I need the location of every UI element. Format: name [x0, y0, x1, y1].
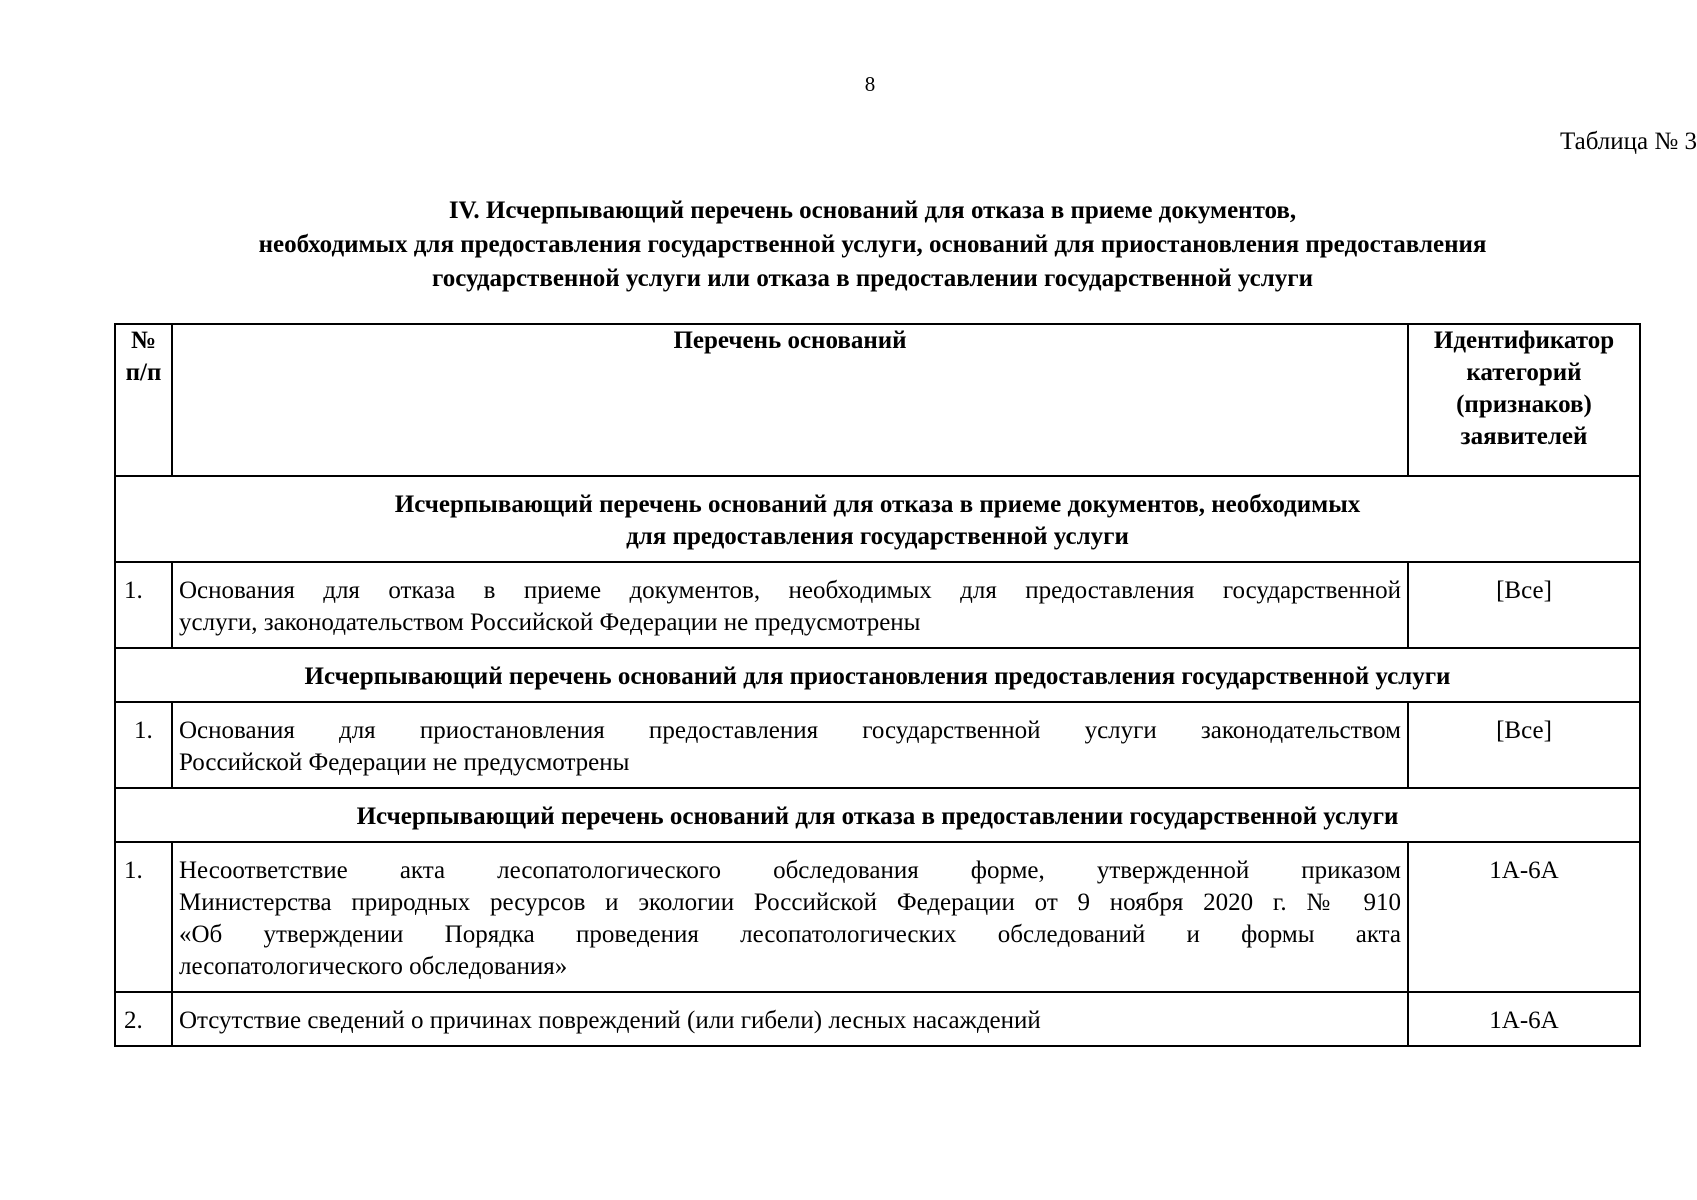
header-identifier — [1408, 324, 1640, 476]
row-text — [172, 562, 1408, 648]
header-identifier-line: (признаков) — [1456, 391, 1592, 418]
header-identifier-line: категорий — [1466, 359, 1582, 386]
section-title — [0, 194, 1697, 296]
group-title-line: Исчерпывающий перечень оснований для отказа в приеме документов, необходимых — [394, 491, 1361, 518]
group-title — [115, 788, 1640, 842]
row-identifier: 1А-6А — [1408, 992, 1640, 1046]
header-number-line: п/п — [125, 359, 162, 386]
header-number — [115, 324, 172, 476]
row-text-line: лесопатологического обследования» — [179, 953, 568, 980]
row-text-line: «Об утверждении Порядка проведения лесопатологических обследований и формы акта — [179, 921, 1401, 948]
row-text-line: Российской Федерации не предусмотрены — [179, 749, 630, 776]
grounds-table — [114, 323, 1641, 1047]
header-identifier-line: Идентификатор — [1433, 327, 1615, 354]
row-text-line: Основания для отказа в приеме документов, необходимых для предоставления государственной — [179, 577, 1401, 604]
group-title-line: для предоставления государственной услуги — [626, 523, 1129, 550]
row-number: 1. — [115, 842, 172, 992]
table-label: Таблица № 3 — [1559, 128, 1697, 155]
group-title — [115, 476, 1640, 562]
row-text-line: Министерства природных ресурсов и экологии Российской Федерации от 9 ноября 2020 г. № 910 — [179, 889, 1401, 916]
header-list: Перечень оснований — [172, 324, 1408, 476]
table-row — [115, 562, 1640, 648]
group-header-row — [115, 648, 1640, 702]
section-title-line: IV. Исчерпывающий перечень оснований для отказа в приеме документов, — [448, 197, 1297, 224]
table-header-row — [115, 324, 1640, 476]
row-text-line: Отсутствие сведений о причинах повреждений (или гибели) лесных насаждений — [179, 1007, 1041, 1034]
row-text — [172, 702, 1408, 788]
row-text-line: Несоответствие акта лесопатологического обследования форме, утвержденной приказом — [179, 857, 1401, 884]
row-identifier: 1А-6А — [1408, 842, 1640, 992]
group-header-row — [115, 476, 1640, 562]
row-text — [172, 992, 1408, 1046]
page-number: 8 — [864, 72, 876, 96]
row-number: 1. — [115, 562, 172, 648]
group-title-line: Исчерпывающий перечень оснований для приостановления предоставления государственной услуги — [304, 663, 1451, 690]
table-row — [115, 702, 1640, 788]
group-title — [115, 648, 1640, 702]
group-header-row — [115, 788, 1640, 842]
section-title-line: государственной услуги или отказа в предоставлении государственной услуги — [431, 265, 1314, 292]
table-row — [115, 842, 1640, 992]
row-number: 1. — [115, 702, 172, 788]
row-identifier: [Все] — [1408, 702, 1640, 788]
table-row — [115, 992, 1640, 1046]
group-title-line: Исчерпывающий перечень оснований для отказа в предоставлении государственной услуги — [356, 803, 1399, 830]
row-identifier: [Все] — [1408, 562, 1640, 648]
row-text-line: Основания для приостановления предоставления государственной услуги законодательством — [179, 717, 1401, 744]
row-number: 2. — [115, 992, 172, 1046]
row-text-line: услуги, законодательством Российской Федерации не предусмотрены — [179, 609, 921, 636]
row-text — [172, 842, 1408, 992]
section-title-line: необходимых для предоставления государственной услуги, оснований для приостановления предоставления — [258, 231, 1487, 258]
header-number-line: № — [130, 327, 157, 354]
header-identifier-line: заявителей — [1460, 423, 1588, 450]
